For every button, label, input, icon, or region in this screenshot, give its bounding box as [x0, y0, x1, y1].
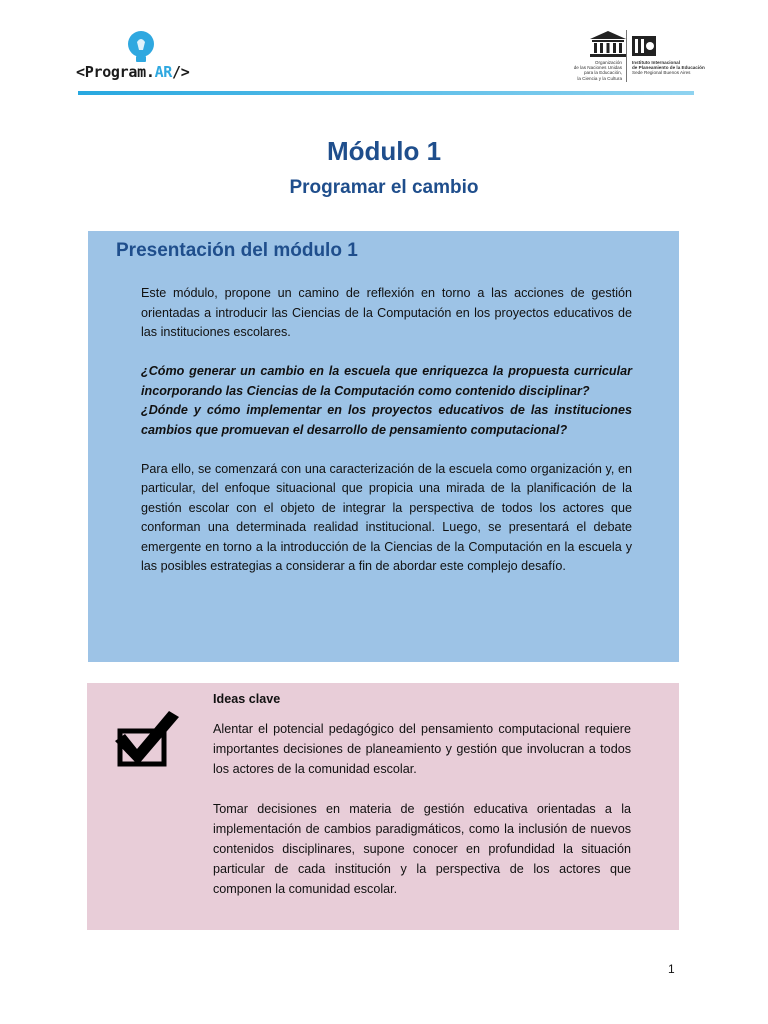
- module-title: Módulo 1: [326, 136, 442, 166]
- question-2: ¿Dónde y cómo implementar en los proyectos educativos de las instituciones cambios que promuevan el desarrollo de pensamiento computacional?: [141, 403, 632, 437]
- unesco-caption: Organización de las Naciones Unidas para la Educación, la Ciencia y la Cultura: [573, 60, 622, 81]
- unesco-iipe-logo: [560, 30, 705, 86]
- question-1: ¿Cómo generar un cambio en la escuela que enriquezca la propuesta curricular incorporando las Ciencias de la Computación como contenido disciplinar?: [141, 364, 632, 398]
- lightbulb-icon: [124, 30, 158, 64]
- iipe-caption: Instituto Internacional de Planeamiento de la Educación Sede Regional Buenos Aires: [632, 60, 705, 76]
- page-number: 1: [668, 962, 675, 976]
- key-idea-2: Tomar decisiones en materia de gestión educativa orientadas a la implementación de cambios paradigmáticos, como la inclusión de nuevos contenidos disciplinares, supone conocer en profundidad la situación particular de cada institución y la perspectiva de los actores que componen la comunidad escolar.: [213, 802, 631, 896]
- header-rule: [78, 91, 694, 95]
- presentation-box: [88, 231, 679, 662]
- key-idea-1: Alentar el potencial pedagógico del pensamiento computacional requiere importantes decisiones de planeamiento y gestión que involucran a todos los actores de la comunidad escolar.: [213, 722, 631, 776]
- key-ideas-body: [213, 689, 631, 899]
- key-ideas-box: [87, 683, 679, 930]
- presentation-heading: Presentación del módulo 1: [116, 240, 358, 261]
- programar-logo: [76, 30, 216, 86]
- unesco-temple-icon: [588, 30, 628, 58]
- checkbox-checked-icon: [113, 703, 181, 771]
- presentation-intro: Este módulo, propone un camino de reflexión en torno a las acciones de gestión orientadas a introducir las Ciencias de la Computación en los proyectos educativos de las instituciones escolares.: [141, 286, 632, 339]
- logo-divider: [626, 30, 627, 82]
- programar-logo-text: <Program.AR/>: [76, 63, 190, 81]
- iipe-logo-icon: [632, 36, 656, 56]
- presentation-body: [141, 284, 632, 577]
- key-ideas-heading: Ideas clave: [213, 692, 281, 706]
- module-subtitle: Programar el cambio: [289, 177, 479, 198]
- presentation-paragraph: Para ello, se comenzará con una caracterización de la escuela como organización y, en particular, del enfoque situacional que propicia una mirada de la planificación de la gestión escolar con el objeto de integrar la perspectiva de todos los actores que conforman una determinada realidad institucional. Luego, se presentará el debate emergente en torno a la introducción de la Ciencias de la Computación en la escuela y las posibles estrategias a considerar a fin de abordar este complejo desafío.: [141, 461, 632, 573]
